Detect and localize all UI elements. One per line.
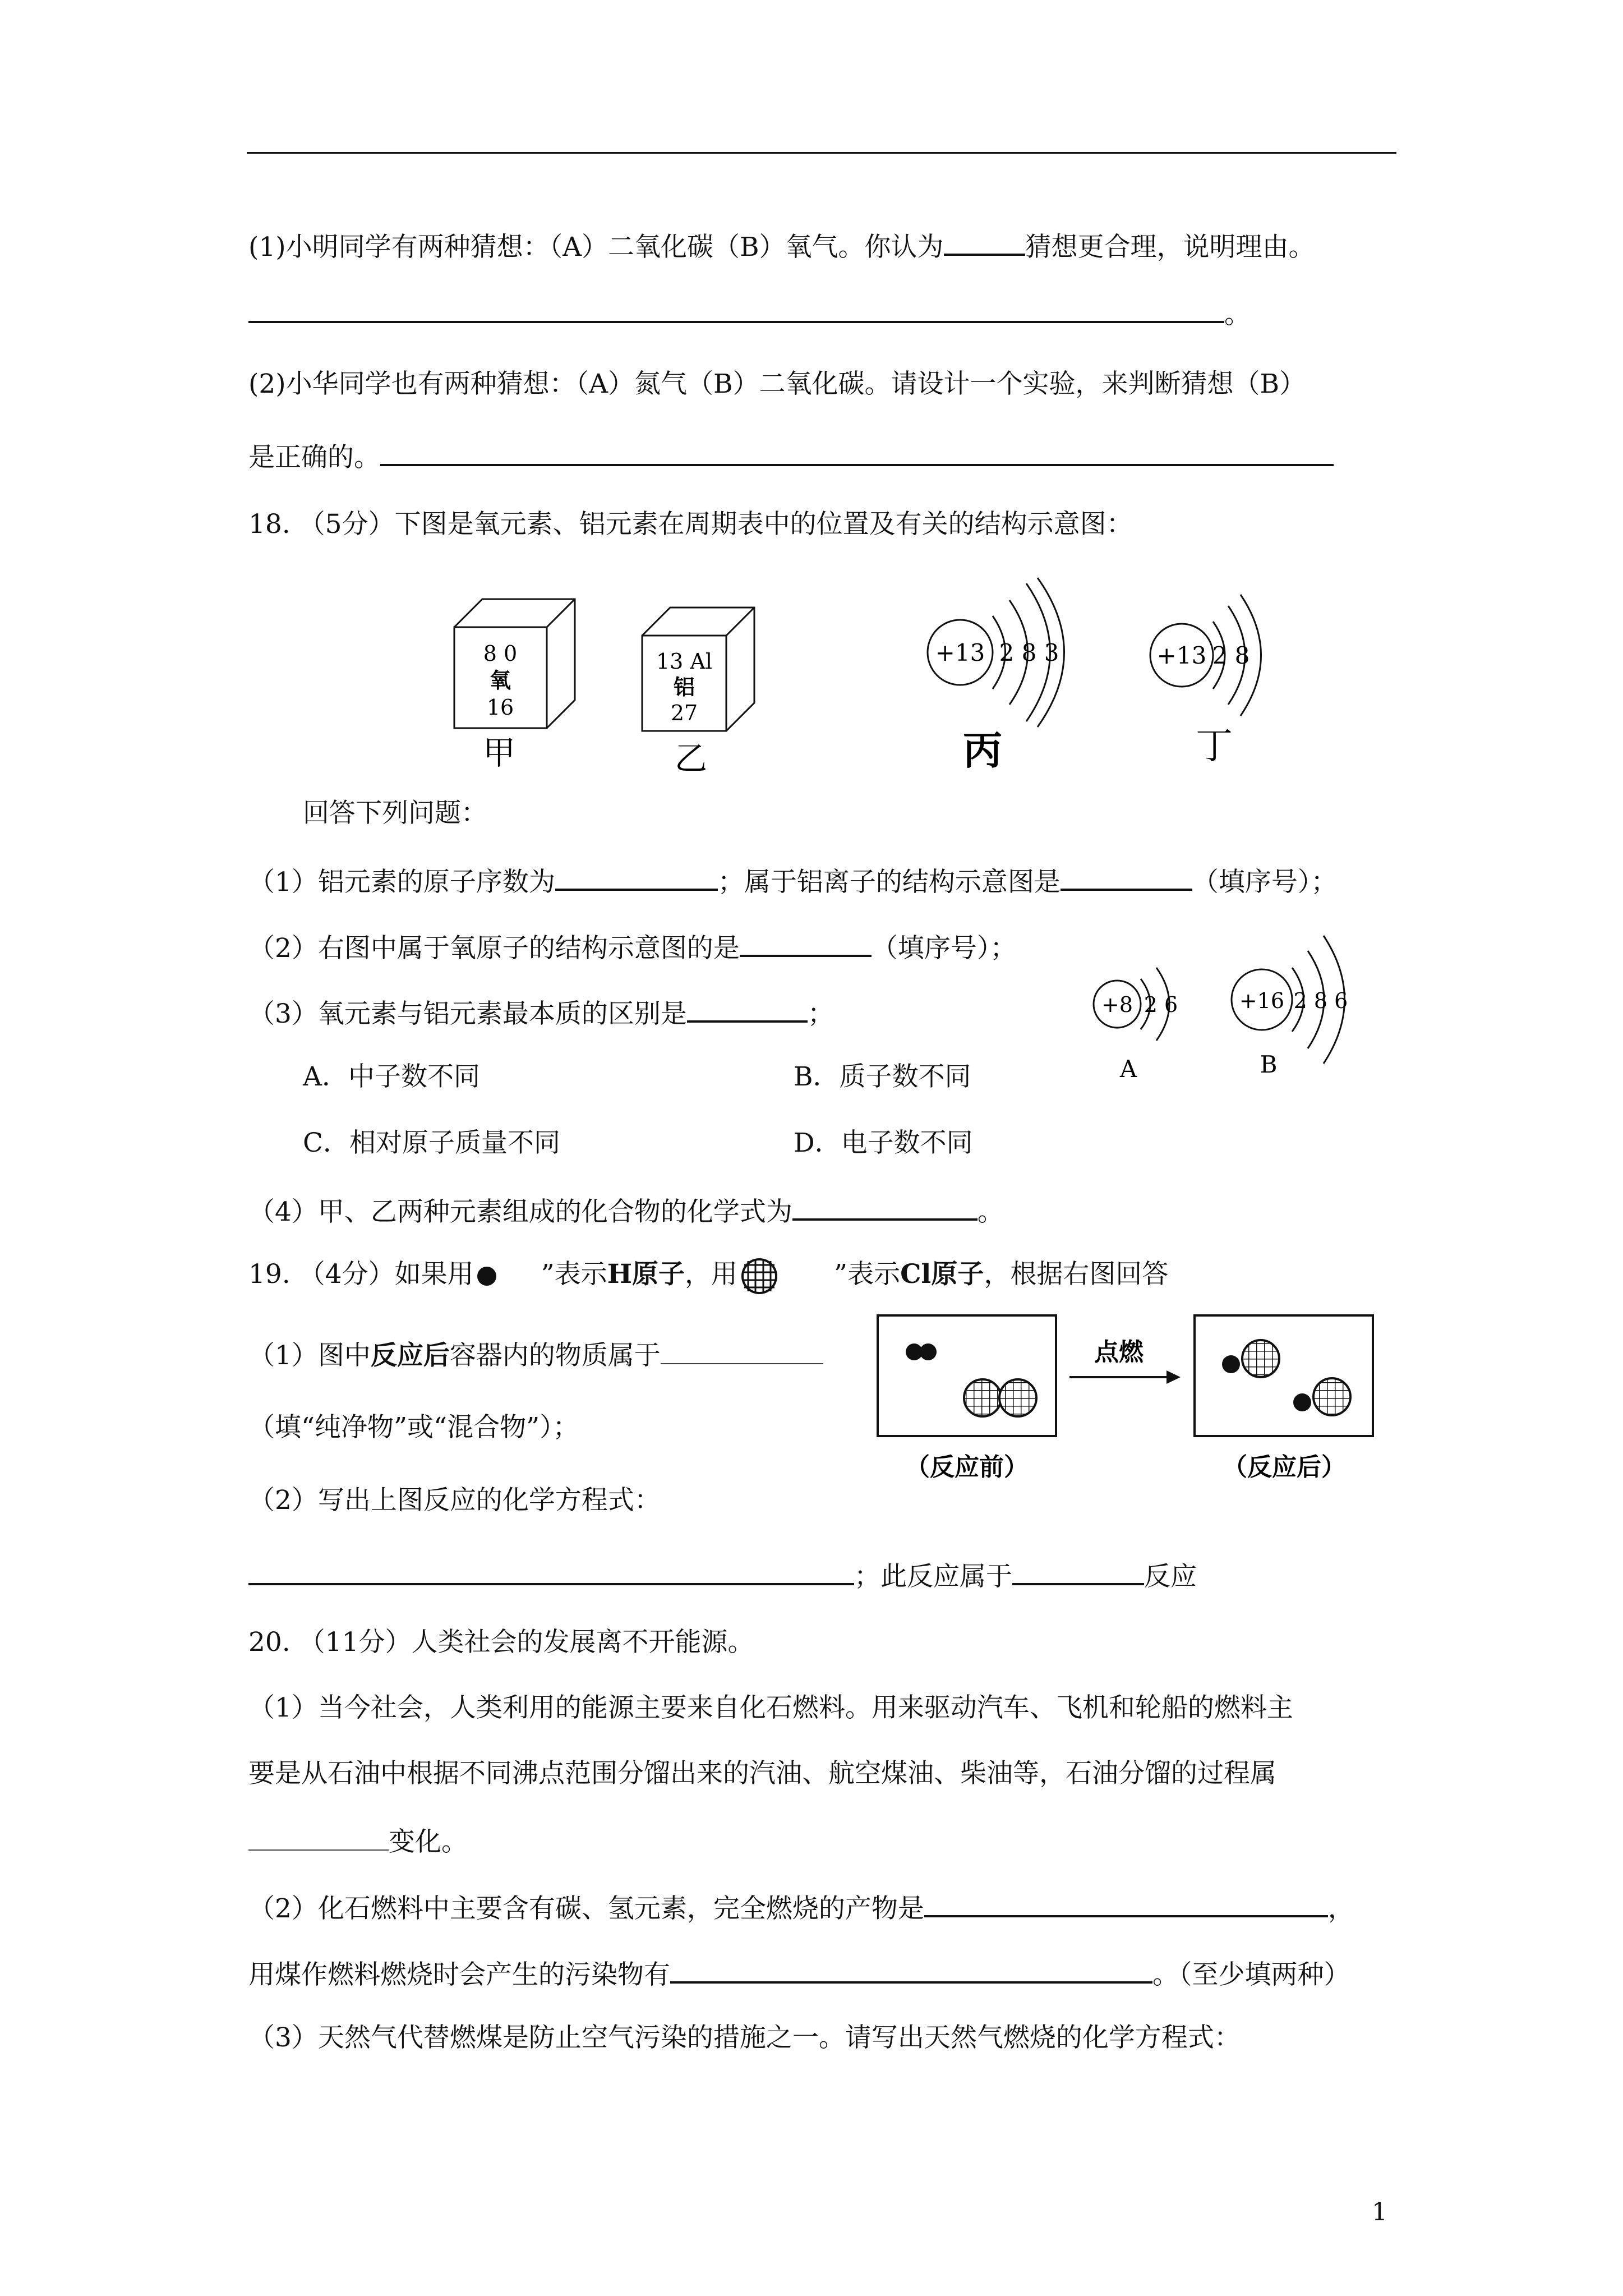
text: （填序号）； xyxy=(871,933,1017,964)
ding-nucleus: +13 xyxy=(1156,642,1207,669)
q20-p2 xyxy=(248,1886,1354,1929)
text: ，用 xyxy=(685,1259,738,1290)
text: （3）氧元素与铝元素最本质的区别是 xyxy=(248,999,687,1029)
bing-shells: 2 8 3 xyxy=(999,639,1059,666)
q18-intro: 回答下列问题： xyxy=(303,798,487,829)
text: （4）甲、乙两种元素组成的化合物的化学式为 xyxy=(248,1197,792,1227)
option-d[interactable]: D．电子数不同 xyxy=(794,1128,973,1158)
q19-q2: （2）写出上图反应的化学方程式： xyxy=(248,1485,661,1516)
text: ；此反应属于 xyxy=(854,1561,1012,1592)
cube-aluminum-mass: 27 xyxy=(670,701,698,725)
text: 。 xyxy=(977,1197,1004,1227)
label-yi: 乙 xyxy=(674,739,708,777)
text: 反应后 xyxy=(370,1340,450,1371)
cube-aluminum-number: 13 Al xyxy=(656,649,713,674)
text: 变化。 xyxy=(389,1826,468,1857)
text: （2）化石燃料中主要含有碳、氢元素，完全燃烧的产物是 xyxy=(248,1893,924,1924)
q20-p1: （1）当今社会，人类利用的能源主要来自化石燃料。用来驱动汽车、飞机和轮船的燃料主 xyxy=(248,1692,1293,1723)
q20-p3: （3）天然气代替燃煤是防止空气污染的措施之一。请写出天然气燃烧的化学方程式： xyxy=(248,2022,1241,2053)
text: ， xyxy=(1327,1893,1354,1924)
text: 。 xyxy=(1224,299,1251,330)
label-b: B xyxy=(1260,1051,1278,1078)
after-label: （反应后） xyxy=(1223,1453,1346,1481)
label-a: A xyxy=(1119,1055,1137,1083)
cl-atom xyxy=(999,1379,1036,1416)
text: (2)小华同学也有两种猜想：（A）氮气（B）二氧化碳。请设计一个实验，来判断猜想（B） xyxy=(248,369,1306,399)
label-bing: 丙 xyxy=(963,727,1002,774)
answer-blank[interactable] xyxy=(924,1886,1328,1917)
label-ding: 丁 xyxy=(1196,724,1233,767)
cube-oxygen-number: 8 0 xyxy=(483,641,518,666)
option-b[interactable]: B．质子数不同 xyxy=(794,1061,971,1092)
before-container xyxy=(878,1315,1056,1436)
cube-oxygen-name: 氧 xyxy=(489,668,511,693)
answer-blank[interactable] xyxy=(248,1820,389,1851)
text: 是正确的。 xyxy=(248,442,380,473)
text: (1)小明同学有两种猜想：（A）二氧化碳（B）氧气。你认为 xyxy=(248,232,944,263)
cl-atom xyxy=(964,1379,1001,1416)
cube-oxygen-mass: 16 xyxy=(486,695,514,720)
a-nucleus: +8 xyxy=(1101,992,1133,1017)
text: ，根据右图回答 xyxy=(984,1259,1169,1290)
text: 。（至少填两种） xyxy=(1152,1959,1350,1990)
text: 用煤作燃料燃烧时会产生的污染物有 xyxy=(248,1959,670,1990)
arrow-head xyxy=(1166,1370,1181,1384)
text: （1）图中 xyxy=(248,1340,371,1371)
bing-nucleus: +13 xyxy=(935,639,985,666)
text: （2）右图中属于氧原子的结构示意图的是 xyxy=(248,933,740,964)
cube-aluminum-name: 铝 xyxy=(673,674,695,700)
q20-stem: 20. （11分）人类社会的发展离不开能源。 xyxy=(248,1627,754,1658)
text: ； xyxy=(807,999,834,1029)
page-number: 1 xyxy=(1372,2198,1387,2226)
cl-atom xyxy=(1313,1378,1350,1415)
text: （1）铝元素的原子序数为 xyxy=(248,867,555,898)
before-label: （反应前） xyxy=(905,1453,1029,1481)
q20-p1-end xyxy=(248,1820,468,1862)
text: H原子 xyxy=(607,1259,685,1290)
q20-p1-cont: 要是从石油中根据不同沸点范围分馏出来的汽油、航空煤油、柴油等，石油分馏的过程属 xyxy=(248,1758,1276,1789)
option-a[interactable]: A．中子数不同 xyxy=(303,1061,480,1092)
answer-blank[interactable] xyxy=(670,1952,1152,1984)
h-atom xyxy=(1293,1393,1311,1411)
q20-p2-cont xyxy=(248,1952,1350,1995)
arrow-condition: 点燃 xyxy=(1094,1338,1144,1366)
after-container xyxy=(1195,1315,1373,1436)
label-jia: 甲 xyxy=(482,734,516,772)
q19-q1-cont: （填“纯净物”或“混合物”）； xyxy=(248,1412,579,1443)
h-atom xyxy=(1222,1355,1240,1373)
text: 容器内的物质属于 xyxy=(449,1340,661,1371)
b-nucleus: +16 xyxy=(1239,988,1285,1013)
ding-shells: 2 8 xyxy=(1212,642,1250,669)
text: ；属于铝离子的结构示意图是 xyxy=(717,867,1061,898)
text: （填序号）； xyxy=(1192,867,1338,898)
q18-stem: 18. （5分）下图是氧元素、铝元素在周期表中的位置及有关的结构示意图： xyxy=(248,509,1133,540)
text: 19. （4分）如果用 xyxy=(248,1259,474,1290)
h-atom xyxy=(920,1343,937,1360)
b-shells: 2 8 6 xyxy=(1293,988,1348,1013)
text: 反应 xyxy=(1144,1561,1197,1592)
option-c[interactable]: C．相对原子质量不同 xyxy=(303,1128,560,1158)
cl-atom xyxy=(1242,1340,1279,1377)
text: ”表示 xyxy=(541,1259,607,1290)
text: ”表示 xyxy=(834,1259,901,1290)
text: 猜想更合理，说明理由。 xyxy=(1025,232,1315,263)
text: Cl原子 xyxy=(900,1259,984,1290)
a-shells: 2 6 xyxy=(1144,992,1178,1017)
